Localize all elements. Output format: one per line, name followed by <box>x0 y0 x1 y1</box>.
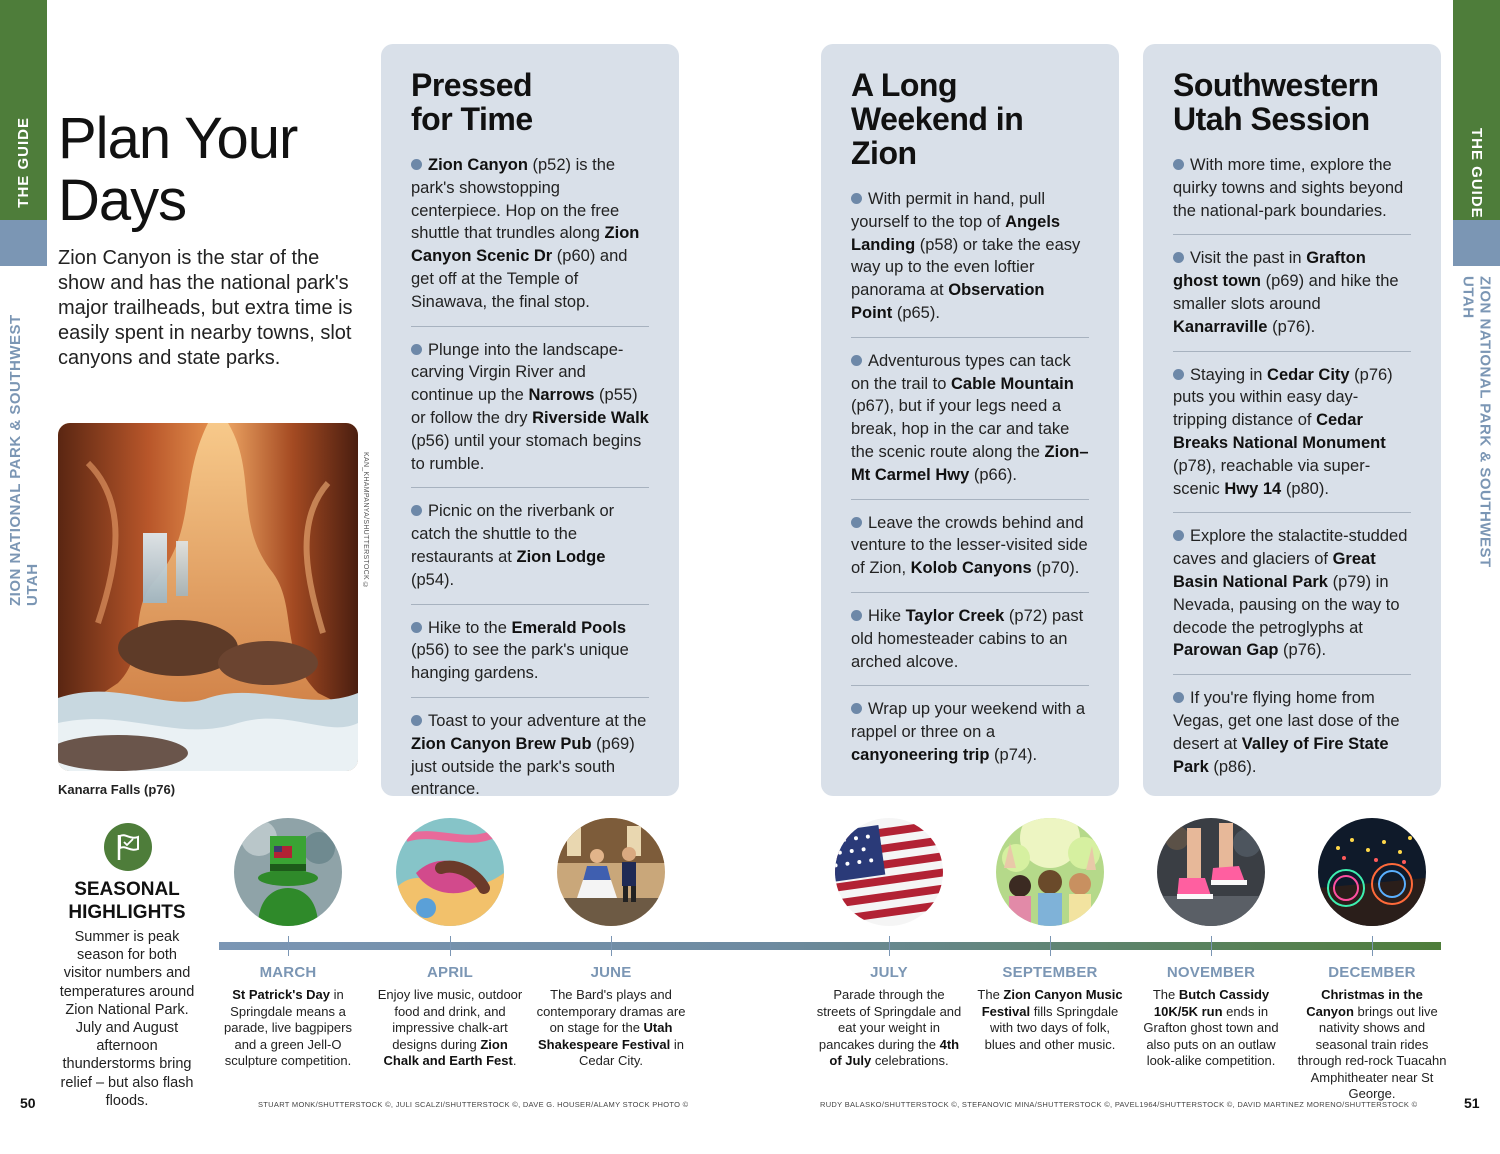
page-title-line1: Plan Your <box>58 106 298 171</box>
highlight-text: Zion Canyon Scenic Dr <box>411 224 640 266</box>
body-text: Staying in <box>1190 365 1268 384</box>
highlight-text: Christmas in the Canyon <box>1306 987 1423 1019</box>
month-event-text <box>814 987 964 1070</box>
highlight-text: Zion Canyon Brew Pub <box>411 734 592 753</box>
month-event-text <box>975 987 1125 1053</box>
body-text: The <box>1152 987 1179 1002</box>
highlight-text: Great Basin National Park <box>1173 550 1376 591</box>
guide-label: THE GUIDE <box>15 117 32 208</box>
timeline-bar <box>219 942 1441 950</box>
shakespeare-dancers-illustration <box>557 818 665 926</box>
region-label-left: ZION NATIONAL PARK & SOUTHWEST UTAH <box>6 314 41 606</box>
photo-credits-right: RUDY BALASKO/SHUTTERSTOCK ©, STEFANOVIC MINA/SHUTTERSTOCK ©, PAVEL1964/SHUTTERSTOCK ©, DAVID MARTINEZ MORENO/SHUTTERSTOCK © <box>820 1100 1418 1109</box>
body-text: Toast to your adventure at the <box>428 711 647 730</box>
body-text: The Bard's plays and contemporary dramas are on stage for the <box>536 987 686 1035</box>
month-photo-july <box>835 818 943 926</box>
body-text: (p69) just outside the park's south entrance. <box>411 734 635 799</box>
page-title <box>58 108 297 232</box>
body-text: With permit in hand, pull yourself to the top of <box>851 190 1045 231</box>
highlight-text: Butch Cassidy 10K/5K run <box>1153 987 1270 1019</box>
itinerary-item <box>851 188 1089 338</box>
bullet-icon <box>851 610 862 621</box>
body-text: Visit the past in <box>1190 249 1307 268</box>
month-photo-june <box>557 818 665 926</box>
page-number-right: 51 <box>1464 1095 1480 1111</box>
body-text: Picnic on the riverbank or catch the shuttle to the restaurants at <box>411 502 615 566</box>
highlight-text: Valley of Fire State Park <box>1173 734 1389 776</box>
card-title-line2: for Time <box>411 101 533 137</box>
seasonal-highlights-title: SEASONAL HIGHLIGHTS <box>68 879 186 923</box>
highlight-text: 4th of July <box>829 1036 960 1068</box>
guide-tab-right <box>1453 0 1500 220</box>
body-text: (p55) or follow the dry <box>411 386 638 427</box>
month-event-text <box>1136 987 1286 1070</box>
bullet-icon <box>851 517 862 528</box>
month-label: NOVEMBER <box>1166 964 1256 981</box>
body-text: (p79) in Nevada, pausing on the way to decode the petroglyphs at <box>1173 572 1400 637</box>
bullet-icon <box>1173 692 1184 703</box>
highlight-text: Zion Canyon <box>428 156 528 174</box>
body-text: (p58) or take the easy way up to the even loftier panorama at <box>851 235 1081 300</box>
body-text: Hike <box>868 606 906 625</box>
itinerary-item <box>411 154 649 327</box>
itinerary-item <box>851 605 1089 686</box>
card-pressed-for-time <box>381 44 679 799</box>
card-title <box>851 68 1089 170</box>
highlight-text: Zion Canyon Music Festival <box>981 987 1123 1019</box>
st-patricks-hat-illustration <box>234 818 342 926</box>
bullet-icon <box>851 355 862 366</box>
bullet-icon <box>1173 252 1184 263</box>
body-text: Wrap up your weekend with a rappel or three on a <box>851 700 1086 742</box>
right-side-tab <box>1453 0 1500 266</box>
itinerary-item <box>411 710 649 813</box>
body-text: (p69) and hike the smaller slots around <box>1173 272 1399 313</box>
body-text: (p60) and get off at the Temple of Sinawava, the final stop. <box>411 247 628 311</box>
bullet-icon <box>1173 530 1184 541</box>
region-label-right: ZION NATIONAL PARK & SOUTHWEST UTAH <box>1459 276 1494 568</box>
card-items <box>1173 154 1411 790</box>
highlight-text: Cedar City <box>1267 365 1350 384</box>
runner-shoes-illustration <box>1157 818 1265 926</box>
itinerary-item <box>411 617 649 698</box>
card-long-weekend <box>821 44 1119 796</box>
month-label: DECEMBER <box>1328 964 1416 981</box>
body-text: Hike to the <box>428 618 512 637</box>
body-text: (p56) until your stomach begins to rumble. <box>411 431 642 473</box>
highlight-text: Emerald Pools <box>511 618 627 637</box>
highlight-text: Utah Shakespeare Festival <box>538 1020 673 1052</box>
body-text: (p80). <box>1281 479 1329 498</box>
timeline-tick <box>1050 936 1051 956</box>
bullet-icon <box>851 193 862 204</box>
month-label: JULY <box>870 964 908 981</box>
month-photo-december <box>1318 818 1426 926</box>
body-text: (p76). <box>1278 641 1327 660</box>
body-text: (p70). <box>1031 559 1080 578</box>
month-photo-september <box>996 818 1104 926</box>
body-text: (p78), reachable via super-scenic <box>1173 456 1371 498</box>
body-text: (p76). <box>1267 317 1316 336</box>
flag-icon-svg <box>114 832 142 862</box>
itinerary-item <box>851 350 1089 500</box>
body-text: celebrations. <box>871 1053 949 1068</box>
timeline-tick <box>450 936 451 956</box>
holiday-lights-illustration <box>1318 818 1426 926</box>
card-title <box>411 68 649 136</box>
highlight-text: Kanarraville <box>1173 317 1268 336</box>
month-event-text <box>1297 987 1447 1103</box>
body-text: in Springdale means a parade, live bagpipers and a green Jell-O sculpture competition. <box>224 987 352 1068</box>
body-text: (p67), but if your legs need a break, hop in the car and take the scenic route along the <box>851 397 1070 461</box>
body-text: (p66). <box>969 465 1017 484</box>
intro-text: Zion Canyon is the star of the show and has the national park's major trailheads, but extra time is easily spent in nearby towns, slot canyons and state parks. <box>58 247 353 369</box>
us-flag-illustration <box>835 818 943 926</box>
guide-label-right: THE GUIDE <box>1468 128 1485 219</box>
month-photo-april <box>396 818 504 926</box>
photo-caption: Kanarra Falls (p76) <box>58 782 176 797</box>
photo-credits-left: STUART MONK/SHUTTERSTOCK ©, JULI SCALZI/SHUTTERSTOCK ©, DAVE G. HOUSER/ALAMY STOCK PHOTO © <box>258 1100 689 1109</box>
body-text: Leave the crowds behind and venture to the lesser-visited side of Zion, <box>851 513 1088 578</box>
music-festival-illustration <box>996 818 1104 926</box>
bullet-icon <box>411 622 422 633</box>
highlight-text: Parowan Gap <box>1173 641 1279 660</box>
highlight-text: Kolob Canyons <box>910 559 1032 578</box>
card-title-line1: Pressed <box>411 67 533 103</box>
body-text: (p72) past old homesteader cabins to an arched alcove. <box>851 606 1084 671</box>
highlight-text: Cable Mountain <box>950 374 1074 393</box>
month-event-text <box>536 987 686 1070</box>
bullet-icon <box>411 505 422 516</box>
body-text: If you're flying home from Vegas, get one last dose of the desert at <box>1173 689 1400 753</box>
body-text: (p74). <box>989 745 1038 764</box>
itinerary-item <box>411 500 649 604</box>
highlight-text: Cedar Breaks National Monument <box>1173 411 1386 452</box>
card-title <box>1173 68 1411 136</box>
itinerary-item <box>851 512 1089 593</box>
month-label: SEPTEMBER <box>1002 964 1098 981</box>
seasonal-highlights-text: Summer is peak season for both visitor numbers and temperatures around Zion National Park. July and August afternoon thunderstorms bring relief – but also flash floods. <box>59 929 195 1109</box>
card-items <box>851 188 1089 779</box>
card-southwestern-utah <box>1143 44 1441 796</box>
body-text: (p52) is the park's showstopping centerpiece. Hop on the free shuttle that trundles along <box>411 156 620 243</box>
bullet-icon <box>411 715 422 726</box>
body-text: Enjoy live music, outdoor food and drink, and impressive chalk-art designs during <box>377 987 523 1052</box>
itinerary-item <box>1173 154 1411 235</box>
body-text: Explore the stalactite-studded caves and glaciers of <box>1173 527 1408 569</box>
month-event-text <box>213 987 363 1070</box>
highlight-text: Grafton ghost town <box>1173 249 1366 291</box>
body-text: (p76) puts you within easy day-tripping distance of <box>1173 365 1393 430</box>
body-text: fills Springdale with two days of folk, blues and other music. <box>984 1003 1119 1052</box>
itinerary-item <box>411 339 649 489</box>
highlight-text: Narrows <box>528 386 595 405</box>
card-items <box>411 154 649 813</box>
body-text: (p65). <box>892 303 940 322</box>
left-side-tab <box>0 0 47 266</box>
card-title-line2: Weekend in Zion <box>851 101 1024 171</box>
guide-tab <box>0 0 47 220</box>
photo-credit: KAN_KHAMPANYA/SHUTTERSTOCK © <box>362 452 369 590</box>
tab-blue-block <box>0 220 47 266</box>
bullet-icon <box>1173 159 1184 170</box>
card-title-line1: A Long <box>851 67 957 103</box>
body-text: (p56) to see the park's unique hanging gardens. <box>411 641 629 683</box>
highlight-text: St Patrick's Day <box>232 987 331 1002</box>
highlight-text: Observation Point <box>851 281 1045 322</box>
bullet-icon <box>1173 369 1184 380</box>
highlight-text: Zion Chalk and Earth Fest <box>383 1036 513 1068</box>
highlight-text: Angels Landing <box>851 212 1061 254</box>
body-text: . <box>512 1053 517 1068</box>
timeline-tick <box>1211 936 1212 956</box>
timeline-tick <box>889 936 890 956</box>
timeline-tick <box>611 936 612 956</box>
itinerary-item <box>851 698 1089 778</box>
month-label: APRIL <box>427 964 473 981</box>
bullet-icon <box>411 159 422 170</box>
region-label-right-wrap <box>1453 276 1500 606</box>
flag-icon <box>104 823 152 871</box>
chalk-art-illustration <box>396 818 504 926</box>
itinerary-item <box>1173 247 1411 351</box>
body-text: brings out live nativity shows and seasonal train rides through red-rock Tuacahn Amphitheater near St George. <box>1297 1003 1447 1101</box>
month-label: MARCH <box>259 964 317 981</box>
kanarra-falls-photo <box>58 423 358 771</box>
body-text: (p54). <box>411 570 455 589</box>
bullet-icon <box>851 703 862 714</box>
itinerary-item <box>1173 364 1411 514</box>
bullet-icon <box>411 344 422 355</box>
highlight-text: Zion–Mt Carmel Hwy <box>851 442 1089 484</box>
highlight-text: Riverside Walk <box>532 408 649 427</box>
body-text: Plunge into the landscape-carving Virgin River and continue up the <box>411 340 624 405</box>
highlight-text: Zion Lodge <box>516 547 606 566</box>
region-label-left-wrap <box>0 276 47 606</box>
month-photo-november <box>1157 818 1265 926</box>
body-text: Adventurous types can tack on the trail to <box>851 351 1071 393</box>
page-number-left: 50 <box>20 1095 36 1111</box>
body-text: (p86). <box>1208 757 1257 776</box>
highlight-text: Taylor Creek <box>905 606 1005 625</box>
kanarra-falls-illustration <box>58 423 358 771</box>
itinerary-item <box>1173 687 1411 790</box>
body-text: in Cedar City. <box>578 1036 684 1068</box>
page-title-line2: Days <box>58 168 187 233</box>
card-title-line1: Southwestern <box>1173 67 1379 103</box>
card-title-line2: Utah Session <box>1173 101 1370 137</box>
month-event-text <box>375 987 525 1070</box>
itinerary-item <box>1173 525 1411 675</box>
timeline-tick <box>288 936 289 956</box>
body-text: With more time, explore the quirky towns and sights beyond the national-park boundaries. <box>1173 156 1404 220</box>
month-label: JUNE <box>590 964 632 981</box>
body-text: The <box>977 987 1004 1002</box>
body-text: ends in Grafton ghost town and also puts on an outlaw look-alike competition. <box>1143 1003 1279 1068</box>
timeline-tick <box>1372 936 1373 956</box>
body-text: Parade through the streets of Springdale and eat your weight in pancakes during the <box>816 987 962 1052</box>
tab-blue-block-right <box>1453 220 1500 266</box>
highlight-text: Hwy 14 <box>1224 479 1282 498</box>
month-photo-march <box>234 818 342 926</box>
highlight-text: canyoneering trip <box>851 745 990 764</box>
